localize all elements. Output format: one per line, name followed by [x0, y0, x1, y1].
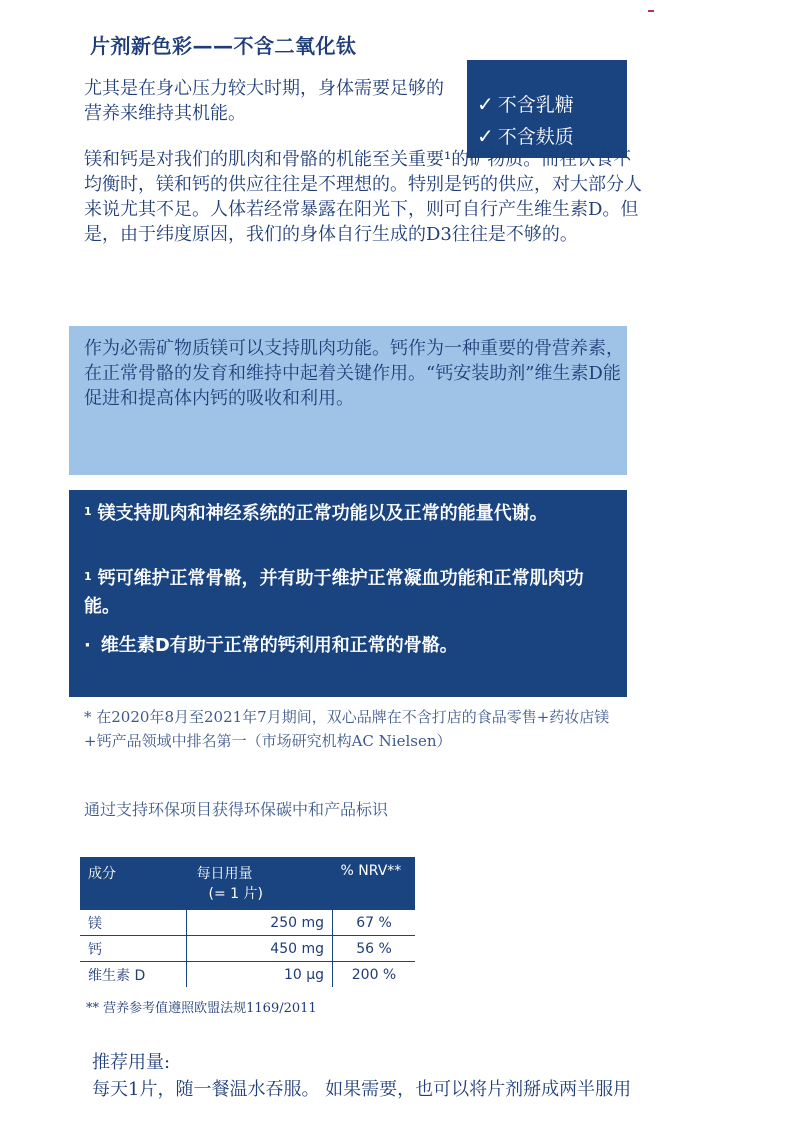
- claim-marker: ·: [84, 635, 91, 656]
- table-row: [80, 936, 415, 962]
- claim-vitamin-d: [84, 632, 604, 660]
- cell-ingredient: 钙: [80, 936, 187, 962]
- ranking-note: * 在2020年8月至2021年7月期间，双心品牌在不含打店的食品零售+药妆店镁+钙产品领域中排名第一（市场研究机构AC Nielsen）: [84, 708, 610, 750]
- claim-text: 维生素D有助于正常的钙利用和正常的骨骼。: [100, 635, 458, 656]
- info-box-text: 作为必需矿物质镁可以支持肌肉功能。钙作为一种重要的骨营养素，在正常骨骼的发育和维持中起着关键作用。“钙安装助剂”维生素D能促进和提高体内钙的吸收和利用。: [84, 338, 624, 409]
- claim-calcium: [84, 565, 604, 621]
- cell-nrv: 200 %: [333, 962, 416, 988]
- claim-marker: 1: [84, 570, 92, 583]
- corner-mark: [648, 10, 654, 12]
- badge-label: 不含麸质: [497, 126, 574, 148]
- nrv-footnote: ** 营养参考值遵照欧盟法规1169/2011: [86, 1001, 317, 1016]
- page-title: 片剂新色彩——不含二氧化钛: [90, 34, 357, 58]
- check-icon: ✓: [477, 92, 494, 116]
- cell-nrv: 56 %: [333, 936, 416, 962]
- cell-amount: 250 mg: [187, 910, 333, 936]
- claim-magnesium: [84, 500, 604, 528]
- cell-amount: 450 mg: [187, 936, 333, 962]
- eco-label-text: 通过支持环保项目获得环保碳中和产品标识: [84, 800, 389, 819]
- cell-nrv: 67 %: [333, 910, 416, 936]
- main-paragraph: 镁和钙是对我们的肌肉和骨骼的机能至关重要¹的矿物质。而在饮食不均衡时，镁和钙的供应往往是不理想的。特别是钙的供应，对大部分人来说尤其不足。人体若经常暴露在阳光下，则可自行产生维生素D。但是，由于纬度原因，我们的身体自行生成的D3往往是不够的。: [84, 149, 642, 245]
- nutrition-table: [80, 857, 415, 987]
- header-daily-label: 每日用量: [196, 866, 253, 882]
- badge-row-gluten: [477, 122, 574, 149]
- dosage-section: [92, 1049, 631, 1103]
- dosage-label: 推荐用量:: [92, 1052, 171, 1073]
- check-icon: ✓: [477, 124, 494, 148]
- info-box-light: [69, 326, 627, 475]
- header-daily-sub: (= 1 片): [208, 886, 263, 902]
- table-header-row: [80, 857, 415, 910]
- table-row: [80, 962, 415, 988]
- header-daily-amount: [187, 857, 333, 910]
- cell-ingredient: 维生素 D: [88, 967, 146, 984]
- header-nrv: % NRV**: [333, 857, 416, 910]
- cell-ingredient: 镁: [80, 910, 187, 936]
- cell-amount: 10 µg: [187, 962, 333, 988]
- free-from-badge: [467, 60, 627, 158]
- intro-paragraph: 尤其是在身心压力较大时期，身体需要足够的营养来维持其机能。: [84, 78, 444, 124]
- badge-label: 不含乳糖: [497, 94, 574, 116]
- claim-text: 钙可维护正常骨骼，并有助于维护正常凝血功能和正常肌肉功能。: [84, 568, 584, 617]
- badge-row-lactose: [477, 90, 574, 117]
- claims-box: [69, 490, 627, 697]
- claim-marker: 1: [84, 505, 92, 518]
- claim-text: 镁支持肌肉和神经系统的正常功能以及正常的能量代谢。: [97, 503, 548, 524]
- table-row: [80, 910, 415, 936]
- dosage-text: 每天1片，随一餐温水吞服。 如果需要，也可以将片剂掰成两半服用: [92, 1079, 632, 1100]
- header-ingredient: 成分: [80, 857, 187, 910]
